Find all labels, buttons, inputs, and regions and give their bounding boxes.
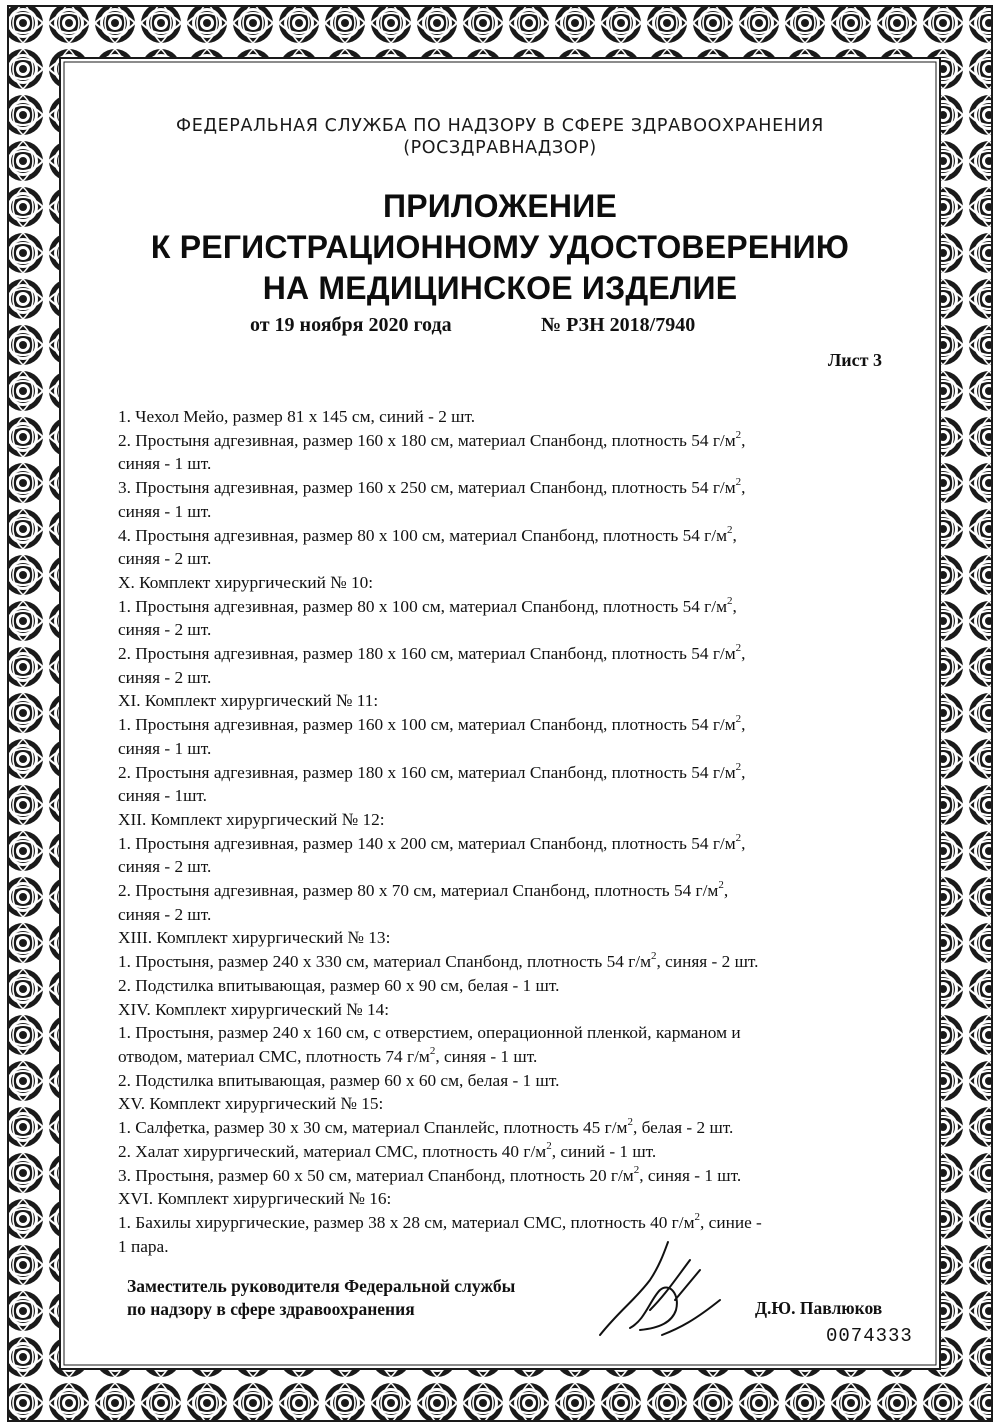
list-item: синяя - 2 шт. <box>118 904 212 924</box>
item-text: 2. Простыня адгезивная, размер 180 х 160 см, материал Спанбонд, плотность 54 г/м <box>118 644 736 664</box>
list-item <box>118 1045 908 1069</box>
list-item: XIV. Комплект хирургический № 14: <box>118 999 390 1019</box>
list-item <box>118 476 908 500</box>
agency-abbreviation: (РОСЗДРАВНАДЗОР) <box>403 138 597 158</box>
item-text: 1. Простыня адгезивная, размер 80 х 100 см, материал Спанбонд, плотность 54 г/м <box>118 596 728 616</box>
list-item <box>118 1140 908 1164</box>
item-text-tail: , синий - 1 шт. <box>551 1141 657 1161</box>
unit-superscript: 2 <box>735 642 742 655</box>
item-text: 2. Простыня адгезивная, размер 180 х 160 см, материал Спанбонд, плотность 54 г/м <box>118 762 736 782</box>
item-text-tail: , <box>741 715 746 735</box>
list-item <box>118 1164 908 1188</box>
list-item: X. Комплект хирургический № 10: <box>118 572 374 592</box>
list-item: синяя - 2 шт. <box>118 549 212 569</box>
item-text-tail: , <box>741 833 746 853</box>
unit-superscript: 2 <box>429 1045 436 1058</box>
item-text-tail: , <box>732 596 737 616</box>
item-text-tail: , синяя - 1 шт. <box>639 1165 742 1185</box>
document-title-line2: К РЕГИСТРАЦИОННОМУ УДОСТОВЕРЕНИЮ <box>150 229 850 265</box>
item-text: 3. Простыня, размер 60 х 50 см, материал Спанбонд, плотность 20 г/м <box>118 1165 634 1185</box>
handwritten-signature <box>580 1240 730 1340</box>
item-text: 4. Простыня адгезивная, размер 80 х 100 см, материал Спанбонд, плотность 54 г/м <box>118 525 728 545</box>
signer-name: Д.Ю. Павлюков <box>755 1298 883 1318</box>
list-item <box>118 1211 908 1235</box>
unit-superscript: 2 <box>735 476 742 489</box>
list-item <box>118 429 908 453</box>
list-item <box>118 832 908 856</box>
unit-superscript: 2 <box>735 713 742 726</box>
list-item: XV. Комплект хирургический № 15: <box>118 1094 384 1114</box>
item-text: 3. Простыня адгезивная, размер 160 х 250 см, материал Спанбонд, плотность 54 г/м <box>118 478 736 498</box>
item-text-tail: , <box>741 762 746 782</box>
item-text-tail: , синяя - 2 шт. <box>656 952 759 972</box>
item-text-tail: , <box>723 881 729 901</box>
list-item <box>118 642 908 666</box>
list-item: XVI. Комплект хирургический № 16: <box>118 1189 392 1209</box>
list-item <box>118 595 908 619</box>
items-list <box>118 405 908 1258</box>
item-text: 2. Простыня адгезивная, размер 80 х 70 см, материал Спанбонд, плотность 54 г/м <box>118 881 719 901</box>
list-item: синяя - 1шт. <box>118 786 207 806</box>
list-item: синяя - 1 шт. <box>118 738 212 758</box>
list-item: XII. Комплект хирургический № 12: <box>118 809 385 829</box>
item-text: 1. Простыня адгезивная, размер 140 х 200 см, материал Спанбонд, плотность 54 г/м <box>118 833 736 853</box>
list-item <box>118 879 908 903</box>
item-text-tail: , <box>741 478 746 498</box>
registration-number: № РЗН 2018/7940 <box>541 314 696 336</box>
item-text: 2. Простыня адгезивная, размер 160 х 180 см, материал Спанбонд, плотность 54 г/м <box>118 430 736 450</box>
list-item <box>118 713 908 737</box>
unit-superscript: 2 <box>633 1163 640 1176</box>
issue-date: от 19 ноября 2020 года <box>250 314 452 336</box>
unit-superscript: 2 <box>718 879 724 892</box>
unit-superscript: 2 <box>546 1140 552 1153</box>
item-text-tail: , <box>741 644 746 664</box>
unit-superscript: 2 <box>735 831 742 844</box>
list-item <box>118 761 908 785</box>
list-item: синяя - 1 шт. <box>118 454 212 474</box>
serial-number: 0074333 <box>826 1325 913 1347</box>
item-text-tail: , <box>732 525 737 545</box>
item-text: 1. Простыня, размер 240 х 330 см, материал Спанбонд, плотность 54 г/м <box>118 952 652 972</box>
sheet-number: Лист 3 <box>827 350 882 370</box>
list-item: синяя - 2 шт. <box>118 857 212 877</box>
item-text-tail: , синие - <box>700 1212 762 1232</box>
unit-superscript: 2 <box>694 1211 701 1224</box>
item-text-tail: , белая - 2 шт. <box>632 1118 734 1138</box>
signer-title: Заместитель руководителя Федеральной службы <box>127 1276 516 1296</box>
item-text: 1. Салфетка, размер 30 х 30 см, материал Спанлейс, плотность 45 г/м <box>118 1118 628 1138</box>
unit-superscript: 2 <box>651 950 657 963</box>
item-text: 2. Халат хирургический, материал СМС, плотность 40 г/м <box>118 1141 547 1161</box>
unit-superscript: 2 <box>735 428 742 441</box>
list-item: XIII. Комплект хирургический № 13: <box>118 928 391 948</box>
agency-name: ФЕДЕРАЛЬНАЯ СЛУЖБА ПО НАДЗОРУ В СФЕРЕ ЗДРАВООХРАНЕНИЯ <box>176 116 824 136</box>
list-item: 1. Простыня, размер 240 х 160 см, с отверстием, операционной пленкой, карманом и <box>118 1023 741 1043</box>
item-text: 1. Бахилы хирургические, размер 38 х 28 см, материал СМС, плотность 40 г/м <box>118 1212 695 1232</box>
item-text-tail: , синяя - 1 шт. <box>435 1046 538 1066</box>
signer-title-line2: по надзору в сфере здравоохранения <box>127 1299 415 1319</box>
document-title-line3: НА МЕДИЦИНСКОЕ ИЗДЕЛИЕ <box>262 270 738 306</box>
unit-superscript: 2 <box>727 594 733 607</box>
list-item <box>118 1116 908 1140</box>
list-item: синяя - 2 шт. <box>118 667 212 687</box>
document-title: ПРИЛОЖЕНИЕ <box>383 188 617 224</box>
list-item: 1 пара. <box>118 1236 169 1256</box>
unit-superscript: 2 <box>727 523 733 536</box>
item-text-tail: , <box>741 430 746 450</box>
list-item: 2. Подстилка впитывающая, размер 60 х 60 см, белая - 1 шт. <box>118 1070 560 1090</box>
item-text: отводом, материал СМС, плотность 74 г/м <box>118 1046 430 1066</box>
list-item: синяя - 2 шт. <box>118 620 212 640</box>
list-item: 1. Чехол Мейо, размер 81 х 145 см, синий - 2 шт. <box>118 407 476 426</box>
unit-superscript: 2 <box>627 1116 633 1129</box>
list-item <box>118 524 908 548</box>
list-item: синяя - 1 шт. <box>118 501 212 521</box>
item-text: 1. Простыня адгезивная, размер 160 х 100 см, материал Спанбонд, плотность 54 г/м <box>118 715 736 735</box>
list-item: XI. Комплект хирургический № 11: <box>118 691 379 711</box>
list-item <box>118 950 908 974</box>
list-item: 2. Подстилка впитывающая, размер 60 х 90 см, белая - 1 шт. <box>118 975 560 995</box>
unit-superscript: 2 <box>735 760 742 773</box>
